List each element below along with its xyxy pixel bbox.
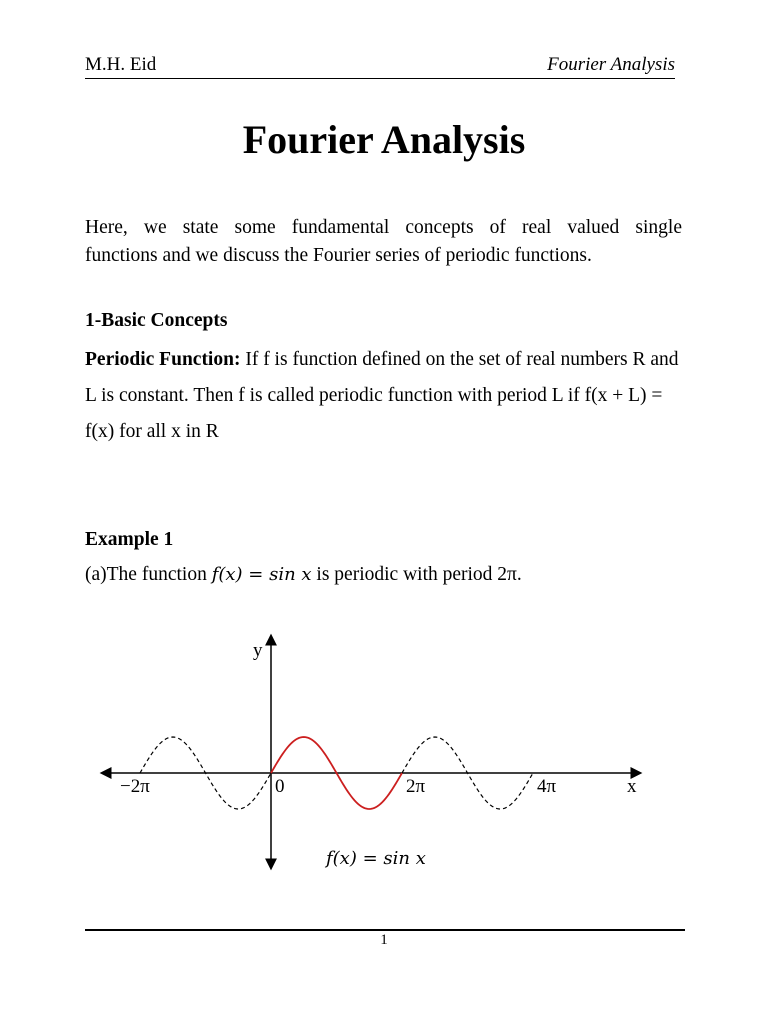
header-running-title: Fourier Analysis [547, 54, 675, 75]
intro-line-2: functions and we discuss the Fourier series of periodic functions. [85, 245, 592, 266]
tick-label-4pi: 4π [537, 776, 557, 797]
definition-term: Periodic Function: [85, 349, 241, 370]
y-axis-label: y [253, 640, 263, 661]
tick-label-0: 0 [275, 776, 285, 797]
sine-graph [90, 628, 660, 878]
document-title: Fourier Analysis [242, 117, 526, 162]
section-heading-basic-concepts: 1-Basic Concepts [85, 310, 228, 331]
intro-line-1: Here, we state some fundamental concepts of real valued single [85, 217, 682, 238]
example-a-suffix: is periodic with period 2π. [311, 564, 522, 585]
example-a-formula: f(x) = sin x [211, 564, 312, 585]
definition-text: If f is function defined on the set of real numbers R and L is constant. Then f is called periodic function with period L if f(x + L) = f(x) for all x in R [85, 349, 679, 442]
tick-label-2pi: 2π [406, 776, 426, 797]
tick-label-minus-2pi: −2π [120, 776, 150, 797]
example-a-prefix: (a)The function [85, 564, 212, 585]
header-author: M.H. Eid [85, 54, 157, 75]
x-axis-label: x [627, 776, 637, 797]
function-label: f(x) = sin x [326, 848, 426, 869]
example-part-a [85, 561, 682, 589]
footer-rule [85, 929, 685, 931]
periodic-function-definition [85, 342, 682, 450]
page-number: 1 [380, 932, 388, 948]
example-heading: Example 1 [85, 529, 174, 550]
page-header [85, 54, 675, 79]
intro-paragraph [85, 214, 682, 270]
